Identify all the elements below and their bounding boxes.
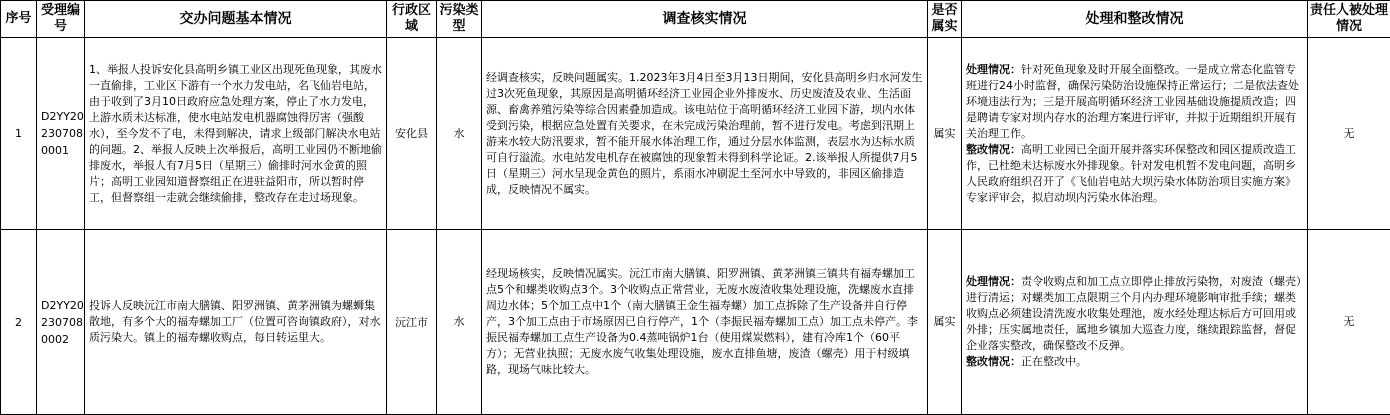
cell-handling xyxy=(962,38,1308,230)
cell-seq: 2 xyxy=(1,230,37,415)
rectification-label: 整改情况： xyxy=(966,355,1021,368)
cell-region: 沅江市 xyxy=(387,230,437,415)
cell-accountability: 无 xyxy=(1308,230,1390,415)
cell-investigation: 经调查核实，反映问题属实。1.2023年3月4日至3月13日期间，安化县高明乡归水河发生过3次死鱼现象，其原因是高明循环经济工业园企业外排废水、历史废渣及农业、生活面源、畜禽养殖污染等综合因素叠加造成。该电站位于高明循环经济工业园下游，坝内水体受到污染，根据应急处置有关要求，在未完成污染治理前，暂不进行发电。考虑到汛期上游来水较大防汛要求，暂不能开展水体治理工作，通过分层水体监测，表层水为达标水质可自行溢流。水电站发电机存在被腐蚀的现象暂未得到科学论证。2.该举报人所提供7月5日（星期三）河水呈现金黄色的照片，系雨水冲刷泥土至河水中导致的，非园区偷排造成，反映情况不属实。 xyxy=(482,38,928,230)
rectification-text: 高明工业园已全面开展并落实环保整改和园区提质改造工作，已杜绝未达标废水外排现象。针对发电机暂不发电问题，高明乡人民政府组织召开了《飞仙岩电站大坝污染水体防治项目实施方案》专家评审会，拟启动坝内污染水体治理。 xyxy=(966,143,1296,204)
cell-accountability: 无 xyxy=(1308,38,1390,230)
cell-is-true: 属实 xyxy=(928,230,962,415)
cell-issue: 投诉人反映沅江市南大膳镇、阳罗洲镇、黄茅洲镇为螺蛳集散地，有多个大的福寿螺加工厂（位置可咨询镇政府），对水质污染大。镇上的福寿螺收购点，每日转运里大。 xyxy=(85,230,387,415)
cell-id: D2YY202307080002 xyxy=(37,230,85,415)
header-row xyxy=(1,1,1390,38)
handling-text: 针对死鱼现象及时开展全面整改。一是成立常态化监管专班进行24小时监督，确保污染防治设施保持正常运行；二是依法查处环境违法行为；三是开展高明循环经济工业园基础设施提质改造；四是聘请专家对坝内存水的治理方案进行评审，并拟于近期组织开展有关治理工作。 xyxy=(966,63,1299,140)
header-investigation: 调查核实情况 xyxy=(482,1,928,38)
header-is-true: 是否属实 xyxy=(928,1,962,38)
handling-label: 处理情况： xyxy=(966,275,1021,288)
header-handling: 处理和整改情况 xyxy=(962,1,1308,38)
handling-text: 责令收购点和加工点立即停止排放污染物，对废渣（螺壳）进行清运；对螺类加工点限期三个月内办理环境影响审批手续；螺类收购点必须建设清洗废水收集处理池，废水经处理达标后方可回用或外排；压实属地责任，属地乡镇加大巡查力度，继续跟踪监督，督促企业落实整改，确保整改不反弹。 xyxy=(966,275,1302,352)
handling-label: 处理情况： xyxy=(966,63,1021,76)
cell-pollution: 水 xyxy=(437,38,482,230)
header-id: 受理编号 xyxy=(37,1,85,38)
table-row xyxy=(1,38,1390,230)
cell-seq: 1 xyxy=(1,38,37,230)
cell-pollution: 水 xyxy=(437,230,482,415)
cell-handling xyxy=(962,230,1308,415)
rectification-text: 正在整改中。 xyxy=(1021,355,1087,368)
table-row xyxy=(1,230,1390,415)
cell-investigation: 经现场核实，反映情况属实。沅江市南大膳镇、阳罗洲镇、黄茅洲镇三镇共有福寿螺加工点5个和螺类收购点3个。3个收购点正常营业，无废水废渣收集处理设施，洗螺废水直排周边水体；5个加工点中1个（南大膳镇王金生福寿螺）加工点拆除了生产设备并自行停产，3个加工点由于市场原因已自行停产，1个（李振民福寿螺加工点）加工点未停产。李振民福寿螺加工点生产设备为0.4蒸吨锅炉1台（使用煤炭燃料），建有冷库1个（60平方）；无营业执照；无废水废气收集处理设施，废水直排鱼塘，废渣（螺壳）用于村级填路，现场气味比较大。 xyxy=(482,230,928,415)
cell-is-true: 属实 xyxy=(928,38,962,230)
header-seq: 序号 xyxy=(1,1,37,38)
header-issue: 交办问题基本情况 xyxy=(85,1,387,38)
header-accountability: 责任人被处理情况 xyxy=(1308,1,1390,38)
header-pollution: 污染类型 xyxy=(437,1,482,38)
rectification-label: 整改情况： xyxy=(966,143,1021,156)
cell-issue: 1、举报人投诉安化县高明乡镇工业区出现死鱼现象，其废水一直偷排，工业区下游有一个水力发电站，名飞仙岩电站，由于收到了3月10日政府应急处理方案，停止了水力发电，上游水质未达标准，使水电站发电机器腐蚀得厉害（强酸水），至今发不了电，未得到解决，请求上级部门解决水电站的问题。2、举报人反映上次举报后，高明工业园仍不断地偷排废水，举报人有7月5日（星期三）偷排时河水金黄的照片；高明工业园知道督察组正在进驻益阳市，所以暂时停工，但督察组一走就会继续偷排，整改存在走过场现象。 xyxy=(85,38,387,230)
cell-id: D2YY202307080001 xyxy=(37,38,85,230)
header-region: 行政区域 xyxy=(387,1,437,38)
cell-region: 安化县 xyxy=(387,38,437,230)
